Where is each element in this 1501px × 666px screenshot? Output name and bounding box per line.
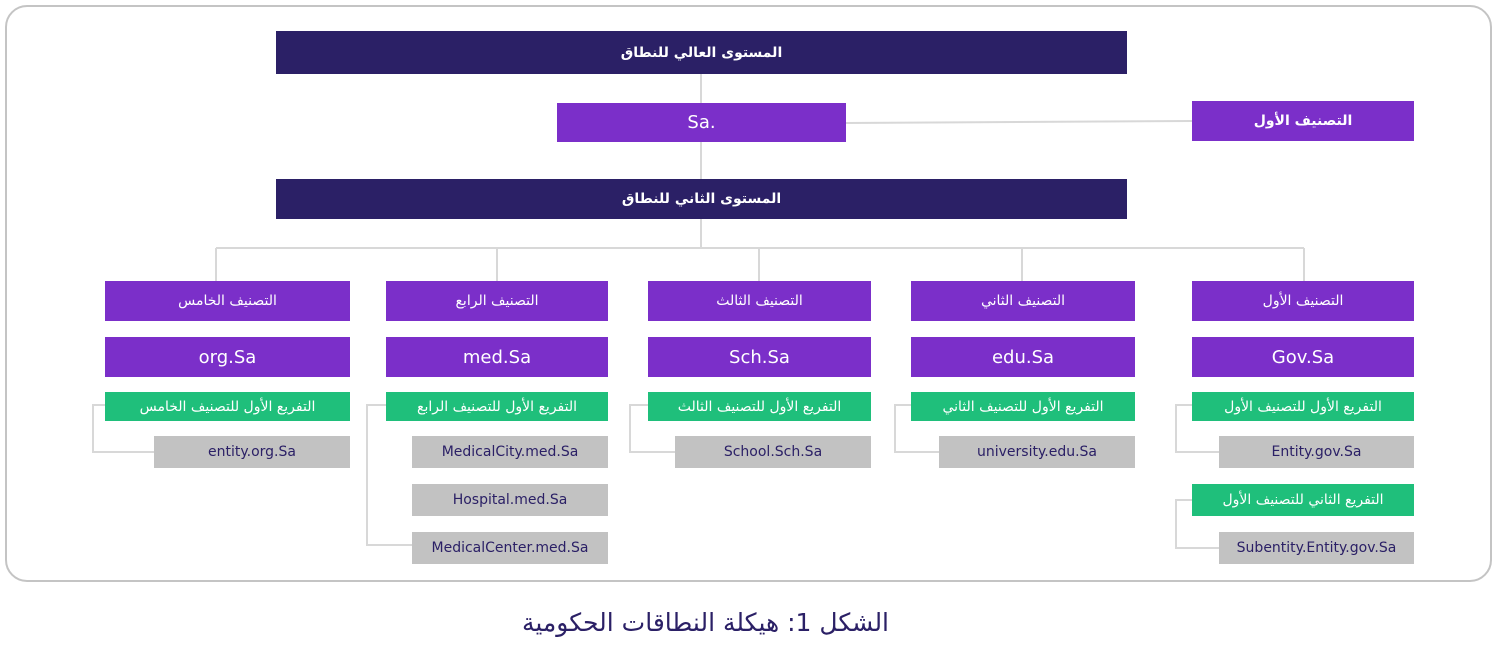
- category-3-box: [648, 281, 871, 321]
- category-2-box: [911, 281, 1135, 321]
- top-category-box: [1192, 101, 1414, 141]
- top-level-domain: Sa.: [687, 112, 716, 133]
- top-level-label: المستوى العالي للنطاق: [620, 44, 783, 61]
- category-3-branch-1-label: التفريع الأول للتصنيف الثالث: [677, 398, 842, 415]
- category-1-branch-1-box: [1192, 392, 1414, 421]
- category-3-branch-1-box: [648, 392, 871, 421]
- category-1-box: [1192, 281, 1414, 321]
- category-4-branch-1-label: التفريع الأول للتصنيف الرابع: [417, 398, 578, 415]
- category-5-branch-1-example-1: [154, 436, 350, 468]
- category-1-branch-1-label: التفريع الأول للتصنيف الأول: [1224, 398, 1382, 415]
- category-2-branch-1-example-1: [939, 436, 1135, 468]
- second-level-box: [276, 179, 1127, 219]
- category-1-branch-2-box: [1192, 484, 1414, 516]
- category-2-branch-1-label: التفريع الأول للتصنيف الثاني: [942, 398, 1104, 415]
- top-level-box: [276, 31, 1127, 74]
- example-label: entity.org.Sa: [208, 444, 296, 460]
- category-5-label: التصنيف الخامس: [178, 293, 277, 309]
- category-4-box: [386, 281, 608, 321]
- example-label: university.edu.Sa: [977, 444, 1097, 460]
- figure-caption: الشكل 1: هيكلة النطاقات الحكومية: [521, 608, 890, 637]
- category-4-branch-1-example-1: [412, 436, 608, 468]
- category-1-branch-2-example-1: [1219, 532, 1414, 564]
- category-5-branch-1-box: [105, 392, 350, 421]
- category-3-domain: Sch.Sa: [729, 346, 790, 368]
- category-1-branch-2-label: التفريع الثاني للتصنيف الأول: [1222, 492, 1384, 508]
- category-3-label: التصنيف الثالث: [716, 293, 803, 309]
- top-level-domain-box: [557, 103, 846, 142]
- example-label: Entity.gov.Sa: [1271, 444, 1362, 460]
- category-5-box: [105, 281, 350, 321]
- category-4-branch-1-example-3: [412, 532, 608, 564]
- category-2-domain-box: [911, 337, 1135, 377]
- second-level-label: المستوى الثاني للنطاق: [621, 191, 782, 207]
- example-label: Hospital.med.Sa: [452, 492, 568, 508]
- category-4-domain-box: [386, 337, 608, 377]
- category-1-domain: Gov.Sa: [1271, 346, 1335, 368]
- category-4-domain: med.Sa: [462, 346, 532, 368]
- category-1-domain-box: [1192, 337, 1414, 377]
- example-label: School.Sch.Sa: [723, 444, 823, 460]
- category-5-domain: org.Sa: [198, 346, 257, 368]
- category-5-branch-1-label: التفريع الأول للتصنيف الخامس: [139, 398, 316, 415]
- category-2-domain: edu.Sa: [991, 346, 1055, 368]
- category-4-branch-1-box: [386, 392, 608, 421]
- category-1-label: التصنيف الأول: [1262, 293, 1344, 309]
- example-label: MedicalCenter.med.Sa: [431, 540, 589, 556]
- category-1-branch-1-example-1: [1219, 436, 1414, 468]
- category-2-label: التصنيف الثاني: [980, 293, 1066, 309]
- top-category-label: التصنيف الأول: [1253, 113, 1353, 129]
- example-label: MedicalCity.med.Sa: [441, 444, 579, 460]
- category-4-label: التصنيف الرابع: [455, 293, 539, 309]
- category-4-branch-1-example-2: [412, 484, 608, 516]
- example-label: Subentity.Entity.gov.Sa: [1236, 540, 1397, 556]
- category-3-domain-box: [648, 337, 871, 377]
- category-3-branch-1-example-1: [675, 436, 871, 468]
- category-2-branch-1-box: [911, 392, 1135, 421]
- category-5-domain-box: [105, 337, 350, 377]
